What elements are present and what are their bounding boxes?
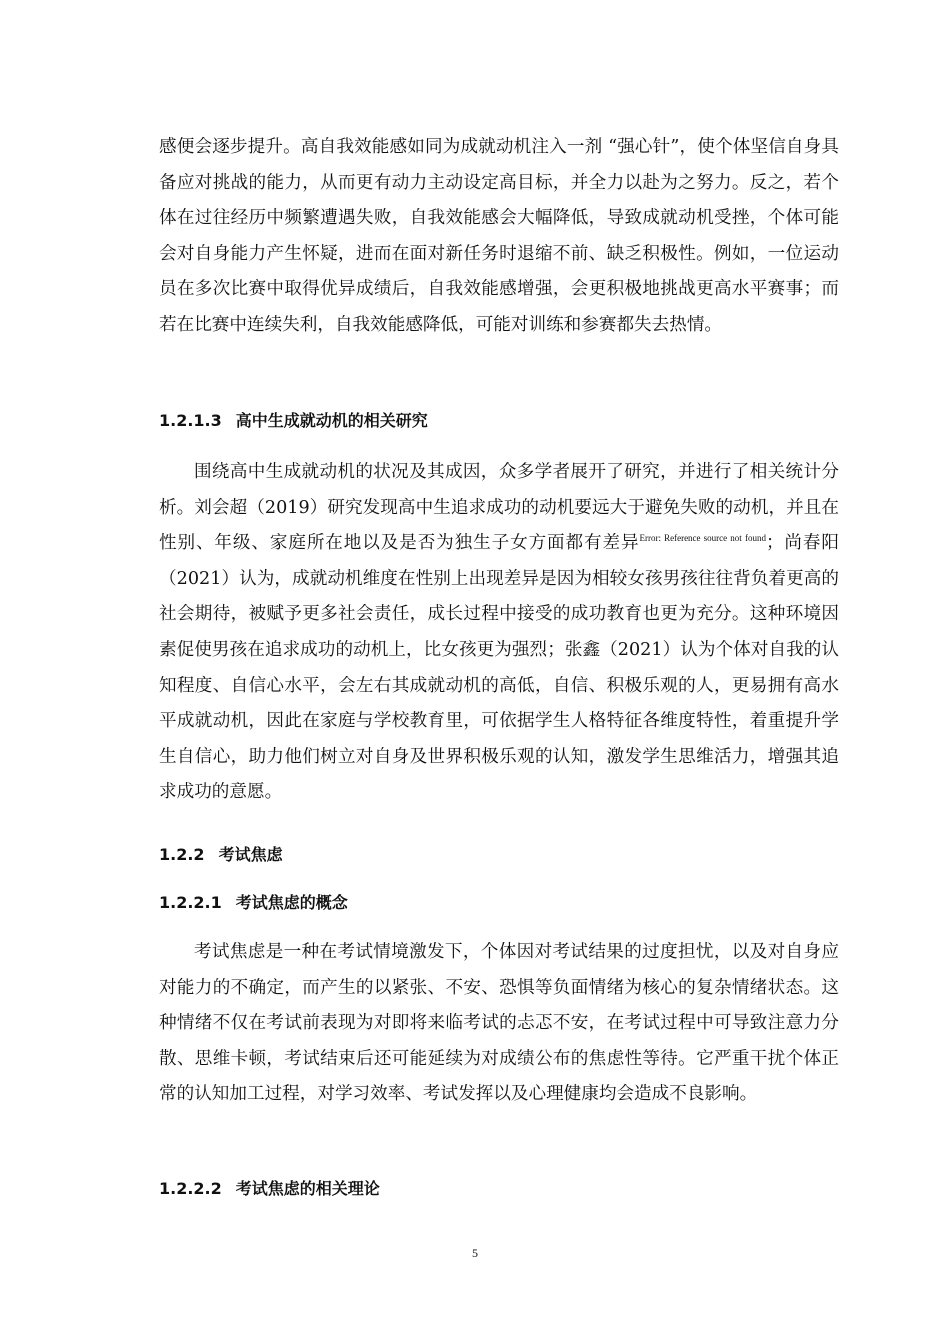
heading-1-2-1-3 — [159, 410, 428, 432]
heading-title: 考试焦虑的相关理论 — [235, 1179, 380, 1198]
heading-number: 1.2.2 — [159, 845, 205, 864]
reference-error-field: Error: Reference source not found — [639, 533, 766, 544]
heading-1-2-2 — [159, 844, 283, 866]
heading-1-2-2-2 — [159, 1178, 380, 1200]
heading-number: 1.2.2.1 — [159, 893, 222, 912]
heading-1-2-2-1 — [159, 892, 348, 914]
page-number: 5 — [472, 1246, 478, 1260]
paragraph-text: ；尚春阳（2021）认为，成就动机维度在性别上出现差异是因为相较女孩男孩往往背负着更高的社会期待，被赋予更多社会责任，成长过程中接受的成功教育也更为充分。这种环境因素促使男孩在追求成功的动机上，比女孩更为强烈；张鑫（2021）认为个体对自我的认知程度、自信心水平，会左右其成就动机的高低，自信、积极乐观的人，更易拥有高水平成就动机，因此在家庭与学校教育里，可依据学生人格特征各维度特性，着重提升学生自信心，助力他们树立对自身及世界积极乐观的认知，激发学生思维活力，增强其追求成功的意愿。 — [159, 533, 839, 803]
heading-title: 高中生成就动机的相关研究 — [235, 411, 428, 430]
paragraph-achievement-motivation-research — [159, 455, 839, 811]
heading-number: 1.2.2.2 — [159, 1179, 222, 1198]
heading-title: 考试焦虑 — [218, 845, 283, 864]
paragraph-text: 围绕高中生成就动机的状况及其成因，众多学者展开了研究，并进行了相关统计分析。刘会超（2019）研究发现高中生追求成功的动机要远大于避免失败的动机，并且在性别、年级、家庭所在地以及是否为独生子女方面都有差异 — [159, 462, 839, 554]
heading-title: 考试焦虑的概念 — [235, 893, 348, 912]
paragraph-self-efficacy: 感便会逐步提升。高自我效能感如同为成就动机注入一剂 “强心针”，使个体坚信自身具备应对挑战的能力，从而更有动力主动设定高目标，并全力以赴为之努力。反之，若个体在过往经历中频繁遭遇失败，自我效能感会大幅降低，导致成就动机受挫，个体可能会对自身能力产生怀疑，进而在面对新任务时退缩不前、缺乏积极性。例如，一位运动员在多次比赛中取得优异成绩后，自我效能感增强，会更积极地挑战更高水平赛事；而若在比赛中连续失利，自我效能感降低，可能对训练和参赛都失去热情。 — [159, 137, 839, 335]
paragraph-test-anxiety-concept: 考试焦虑是一种在考试情境激发下，个体因对考试结果的过度担忧，以及对自身应对能力的不确定，而产生的以紧张、不安、恐惧等负面情绪为核心的复杂情绪状态。这种情绪不仅在考试前表现为对即将来临考试的忐忑不安，在考试过程中可导致注意力分散、思维卡顿，考试结束后还可能延续为对成绩公布的焦虑性等待。它严重干扰个体正常的认知加工过程，对学习效率、考试发挥以及心理健康均会造成不良影响。 — [159, 942, 839, 1105]
heading-number: 1.2.1.3 — [159, 411, 222, 430]
